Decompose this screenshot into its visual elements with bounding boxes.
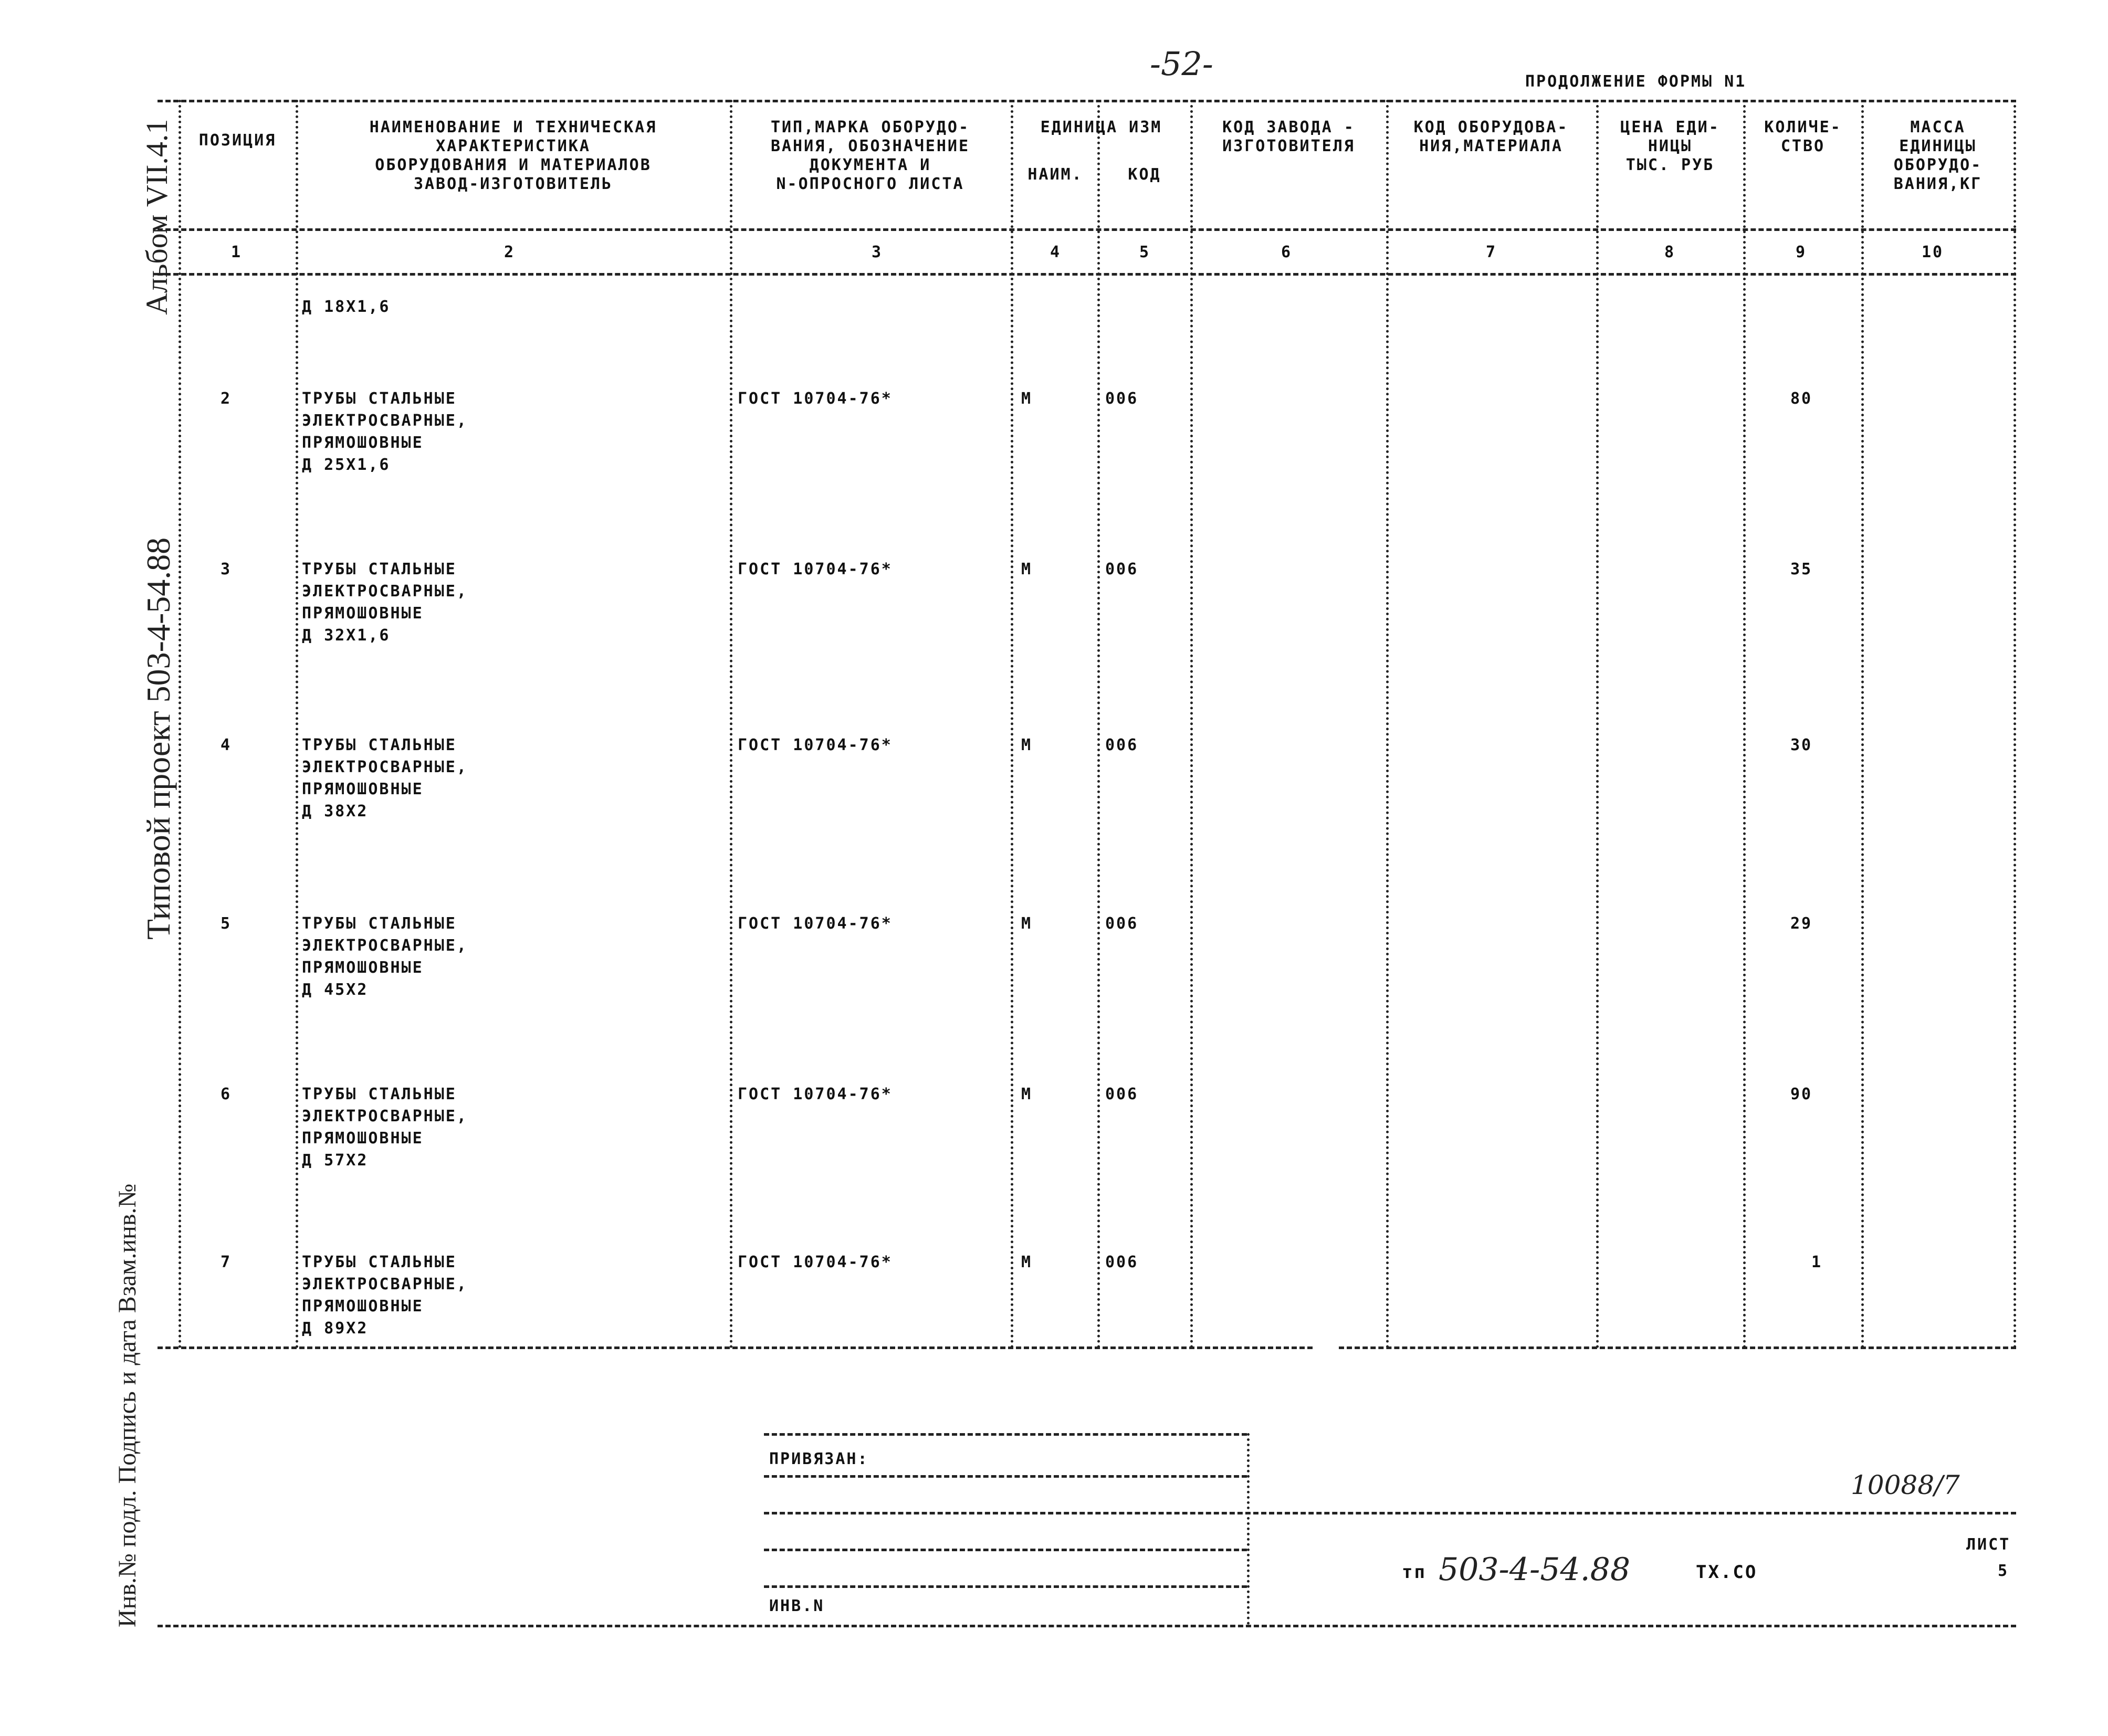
- row-position: 7: [221, 1253, 232, 1271]
- col-header-5: КОД: [1128, 165, 1161, 184]
- page-number: -52-: [1150, 45, 1213, 83]
- col-num-10: 10: [1922, 243, 1944, 261]
- row-quantity: 29: [1790, 914, 1813, 933]
- col-header-1: ПОЗИЦИЯ: [198, 131, 277, 150]
- col-header-10: МАССА ЕДИНИЦЫ ОБОРУДО- ВАНИЯ,КГ: [1893, 118, 1983, 193]
- row-name-line: Д 57Х2: [302, 1151, 369, 1170]
- row-name-line: ПРЯМОШОВНЫЕ: [302, 1297, 424, 1316]
- album-label: Альбом VII.4.1: [140, 119, 174, 315]
- row-unit-code: 006: [1105, 914, 1139, 933]
- row-document: ГОСТ 10704-76*: [738, 1253, 893, 1271]
- row-position: 4: [221, 736, 232, 754]
- row-position: 6: [221, 1085, 232, 1103]
- row-name-line: ЭЛЕКТРОСВАРНЫЕ,: [302, 582, 468, 601]
- row-quantity: 80: [1790, 390, 1813, 408]
- row-unit-code: 006: [1105, 1085, 1139, 1103]
- col-header-8: ЦЕНА ЕДИ- НИЦЫ ТЫС. РУБ: [1620, 118, 1720, 174]
- row-unit: М: [1021, 914, 1033, 933]
- row-unit-code: 006: [1105, 736, 1139, 754]
- row-unit: М: [1021, 1253, 1033, 1271]
- col-num-4: 4: [1050, 243, 1062, 261]
- row-unit: М: [1021, 736, 1033, 754]
- row-name-line: ПРЯМОШОВНЫЕ: [302, 434, 424, 452]
- stamp-label: Инв.№ подл. Подпись и дата Взам.инв.№: [113, 1183, 141, 1627]
- row-position: 5: [221, 914, 232, 933]
- row-name-line: ТРУБЫ СТАЛЬНЫЕ: [302, 1085, 457, 1103]
- row-position: 3: [221, 560, 232, 578]
- row-document: ГОСТ 10704-76*: [738, 736, 893, 754]
- row-name-line: ПРЯМОШОВНЫЕ: [302, 780, 424, 798]
- inventory-number-label: ИНВ.N: [769, 1597, 825, 1615]
- row-name-line: ЭЛЕКТРОСВАРНЫЕ,: [302, 1275, 468, 1293]
- row-name-line: Д 89Х2: [302, 1319, 369, 1338]
- row-unit-code: 006: [1105, 1253, 1139, 1271]
- row-name-line: ПРЯМОШОВНЫЕ: [302, 604, 424, 623]
- col-num-9: 9: [1796, 243, 1807, 261]
- doc-suffix: ТХ.СО: [1696, 1562, 1758, 1583]
- row-name-line: ЭЛЕКТРОСВАРНЫЕ,: [302, 937, 468, 955]
- row-name-line: ТРУБЫ СТАЛЬНЫЕ: [302, 914, 457, 933]
- carry-line: Д 18Х1,6: [302, 298, 391, 316]
- unit-group-header: ЕДИНИЦА ИЗМ: [1040, 118, 1162, 136]
- row-quantity: 30: [1790, 736, 1813, 754]
- col-header-9: КОЛИЧЕ- СТВО: [1764, 118, 1842, 155]
- row-quantity: 90: [1790, 1085, 1813, 1103]
- row-name-line: ПРЯМОШОВНЫЕ: [302, 1129, 424, 1148]
- row-document: ГОСТ 10704-76*: [738, 914, 893, 933]
- doc-code-prefix: тп: [1402, 1562, 1427, 1583]
- col-num-1: 1: [231, 243, 243, 261]
- privyazan-label: ПРИВЯЗАН:: [769, 1450, 869, 1468]
- row-name-line: ПРЯМОШОВНЫЕ: [302, 959, 424, 977]
- row-name-line: ЭЛЕКТРОСВАРНЫЕ,: [302, 758, 468, 776]
- row-unit: М: [1021, 560, 1033, 578]
- row-name-line: ТРУБЫ СТАЛЬНЫЕ: [302, 1253, 457, 1271]
- col-header-7: КОД ОБОРУДОВА- НИЯ,МАТЕРИАЛА: [1413, 118, 1569, 155]
- row-quantity: 35: [1790, 560, 1813, 578]
- row-unit: М: [1021, 390, 1033, 408]
- row-document: ГОСТ 10704-76*: [738, 390, 893, 408]
- col-num-5: 5: [1139, 243, 1151, 261]
- col-num-6: 6: [1281, 243, 1293, 261]
- col-num-3: 3: [872, 243, 883, 261]
- sheet-number: 5: [1998, 1562, 2009, 1580]
- row-unit-code: 006: [1105, 560, 1139, 578]
- sheet-label: ЛИСТ: [1966, 1535, 2011, 1554]
- row-name-line: Д 38Х2: [302, 802, 369, 820]
- col-num-8: 8: [1664, 243, 1676, 261]
- row-unit: М: [1021, 1085, 1033, 1103]
- row-document: ГОСТ 10704-76*: [738, 560, 893, 578]
- row-name-line: Д 45Х2: [302, 981, 369, 999]
- col-header-4: НАИМ.: [1027, 165, 1083, 184]
- row-name-line: ТРУБЫ СТАЛЬНЫЕ: [302, 560, 457, 578]
- handwritten-reference: 10088/7: [1851, 1470, 1960, 1500]
- row-document: ГОСТ 10704-76*: [738, 1085, 893, 1103]
- col-header-6: КОД ЗАВОДА - ИЗГОТОВИТЕЛЯ: [1222, 118, 1355, 155]
- row-name-line: ЭЛЕКТРОСВАРНЫЕ,: [302, 412, 468, 430]
- row-quantity: 1: [1811, 1253, 1823, 1271]
- row-position: 2: [221, 390, 232, 408]
- col-header-2: НАИМЕНОВАНИЕ И ТЕХНИЧЕСКАЯ ХАРАКТЕРИСТИКА ОБОРУДОВАНИЯ И МАТЕРИАЛОВ ЗАВОД-ИЗГОТОВИТЕЛЬ: [369, 118, 657, 193]
- col-header-3: ТИП,МАРКА ОБОРУДО- ВАНИЯ, ОБОЗНАЧЕНИЕ ДОКУМЕНТА И N-ОПРОСНОГО ЛИСТА: [770, 118, 970, 193]
- row-name-line: ЭЛЕКТРОСВАРНЫЕ,: [302, 1107, 468, 1125]
- project-label: Типовой проект 503-4-54.88: [140, 537, 177, 940]
- continuation-label: ПРОДОЛЖЕНИЕ ФОРМЫ N1: [1525, 72, 1747, 91]
- row-unit-code: 006: [1105, 390, 1139, 408]
- doc-code: 503-4-54.88: [1439, 1551, 1631, 1588]
- row-name-line: ТРУБЫ СТАЛЬНЫЕ: [302, 390, 457, 408]
- row-name-line: Д 32Х1,6: [302, 626, 391, 645]
- row-name-line: ТРУБЫ СТАЛЬНЫЕ: [302, 736, 457, 754]
- col-num-7: 7: [1486, 243, 1497, 261]
- col-num-2: 2: [504, 243, 516, 261]
- row-name-line: Д 25Х1,6: [302, 456, 391, 474]
